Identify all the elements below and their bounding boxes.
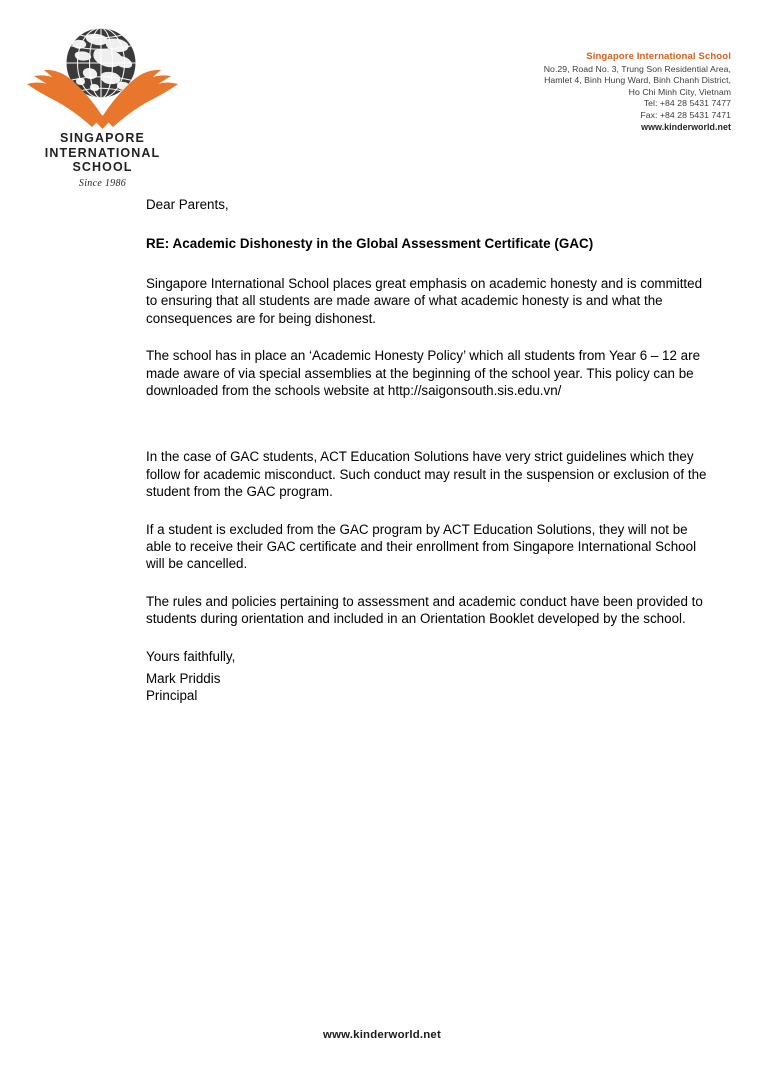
footer-website[interactable]: www.kinderworld.net — [323, 1029, 441, 1041]
logo-name-line-3: SCHOOL — [72, 160, 133, 174]
address-line-2: Hamlet 4, Binh Hung Ward, Binh Chanh District, — [544, 75, 731, 86]
address-website[interactable]: www.kinderworld.net — [641, 121, 731, 132]
address-line-3: Ho Chi Minh City, Vietnam — [628, 86, 731, 97]
signer-name: Mark Priddis — [146, 671, 221, 686]
address-phone: Tel: +84 28 5431 7477 — [643, 98, 731, 109]
paragraph-3: In the case of GAC students, ACT Education Solutions have very strict guidelines which they follow for academic misconduct. Such conduct may result in the suspension or exclusion of the student from the GAC program. — [146, 449, 707, 500]
logo-name-line-2: INTERNATIONAL — [44, 145, 161, 160]
signature-block — [146, 670, 220, 705]
paragraph-4: If a student is excluded from the GAC program by ACT Education Solutions, they will not be able to receive their GAC certificate and their enrollment from Singapore International School will be cancelled. — [146, 521, 697, 572]
paragraph-1: Singapore International School places great emphasis on academic honesty and is committed to ensuring that all students are made aware of what academic honesty is and what the consequences are for being dishonest. — [146, 276, 703, 326]
logo-tagline: Since 1986 — [78, 177, 127, 189]
paragraph-2: The school has in place an ‘Academic Honesty Policy’ which all students from Year 6 – 12 are made aware of via special assemblies at the beginning of the school year. This policy can be downloaded from the schools website at http://saigonsouth.sis.edu.vn/ — [146, 348, 701, 399]
letter-body — [146, 196, 712, 665]
closing: Yours faithfully, — [146, 648, 236, 664]
address-line-1: No.29, Road No. 3, Trung Son Residential Area, — [543, 63, 731, 74]
school-logo — [20, 22, 185, 189]
logo-school-name — [20, 131, 185, 175]
subject-line: RE: Academic Dishonesty in the Global Assessment Certificate (GAC) — [146, 236, 594, 251]
logo-mark — [20, 22, 185, 130]
address-block — [544, 51, 731, 133]
page-footer — [0, 1025, 764, 1043]
letterhead — [0, 0, 764, 190]
signer-title: Principal — [146, 688, 198, 704]
address-school-name: Singapore International School — [586, 51, 731, 62]
address-fax: Fax: +84 28 5431 7471 — [640, 109, 731, 120]
paragraph-5: The rules and policies pertaining to assessment and academic conduct have been provided to students during orientation and included in an Orientation Booklet developed by the school. — [146, 593, 703, 627]
logo-name-line-1: SINGAPORE — [60, 131, 145, 145]
salutation: Dear Parents, — [146, 197, 229, 212]
